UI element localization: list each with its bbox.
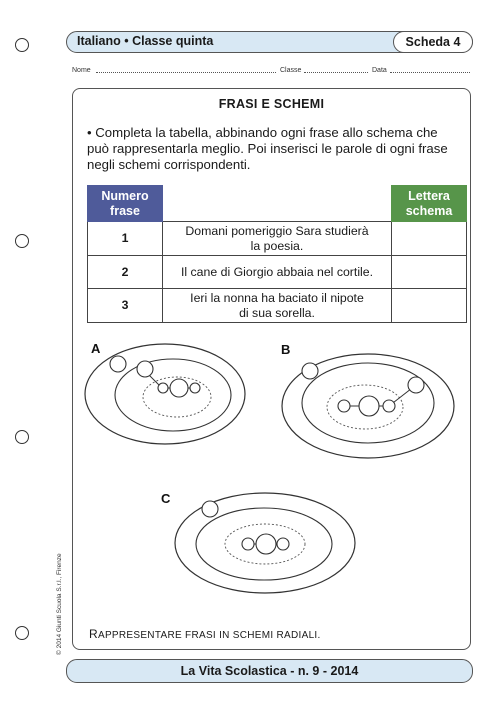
sheet-tab: Scheda 4 [393, 31, 473, 53]
word-slot[interactable] [110, 356, 126, 372]
row-number: 2 [88, 256, 163, 289]
exercise-title: FRASI E SCHEMI [218, 97, 325, 111]
instruction-text: • Completa la tabella, abbinando ogni frase allo schema che può rappresentarla meglio. Poi inserisci le parole di ogni frase negli schemi corrispondenti. [87, 125, 448, 172]
binder-hole-4 [15, 626, 29, 640]
word-slot[interactable] [338, 400, 350, 412]
scheme-a [85, 341, 245, 444]
header-letter: Lettera schema [392, 186, 467, 222]
class-field[interactable] [304, 72, 368, 73]
word-slot[interactable] [408, 377, 424, 393]
binder-hole-3 [15, 430, 29, 444]
radial-schemes [73, 89, 470, 649]
name-field[interactable] [96, 72, 276, 73]
row-number: 3 [88, 289, 163, 323]
scheme-a-label: A [91, 341, 101, 356]
word-slot[interactable] [359, 396, 379, 416]
word-slot[interactable] [137, 361, 153, 377]
scheme-c-label: C [161, 491, 171, 506]
word-slot[interactable] [383, 400, 395, 412]
row-sentence: Domani pomeriggio Sara studierà la poesia. [163, 222, 392, 256]
name-label: Nome [72, 67, 91, 74]
row-sentence: Il cane di Giorgio abbaia nel cortile. [163, 256, 392, 289]
word-slot[interactable] [256, 534, 276, 554]
header-bar [66, 31, 473, 53]
word-slot[interactable] [190, 383, 200, 393]
caption-note: RAPPRESENTARE FRASI IN SCHEMI RADIALI. [89, 627, 321, 641]
row-number: 1 [88, 222, 163, 256]
binder-hole-2 [15, 234, 29, 248]
date-field[interactable] [390, 72, 470, 73]
word-slot[interactable] [202, 501, 218, 517]
word-slot[interactable] [158, 383, 168, 393]
binder-hole-1 [15, 38, 29, 52]
word-slot[interactable] [242, 538, 254, 550]
copyright-text: © 2014 Giunti Scuola S.r.l., Firenze [56, 553, 63, 655]
scheme-b-label: B [281, 342, 291, 357]
subject-title: Italiano • Classe quinta [77, 34, 214, 48]
footer-bar: La Vita Scolastica - n. 9 - 2014 [66, 659, 473, 683]
header-number: Numero frase [88, 186, 163, 222]
scheme-c [161, 491, 355, 593]
word-slot[interactable] [170, 379, 188, 397]
row-sentence: Ieri la nonna ha baciato il nipote di sua sorella. [163, 289, 392, 323]
word-slot[interactable] [277, 538, 289, 550]
exercise-card [72, 88, 471, 650]
date-label: Data [372, 67, 387, 74]
class-label: Classe [280, 67, 302, 74]
scheme-b [281, 342, 454, 458]
word-slot[interactable] [302, 363, 318, 379]
